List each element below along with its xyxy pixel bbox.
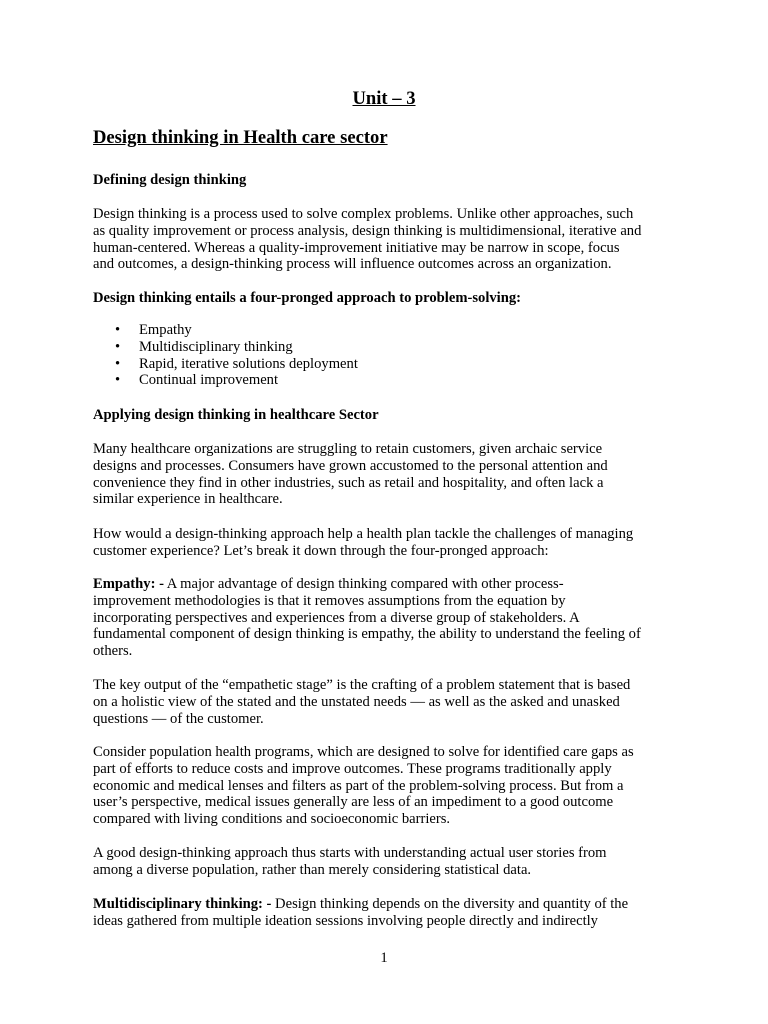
list-item: • Continual improvement: [93, 372, 358, 389]
paragraph-line: designs and processes. Consumers have grown accustomed to the personal attention and: [93, 457, 608, 474]
empathy-label: Empathy: -: [93, 576, 164, 592]
paragraph-line: among a diverse population, rather than merely considering statistical data.: [93, 861, 532, 878]
paragraph-line: economic and medical lenses and filters as part of the problem-solving process. But from a: [93, 777, 624, 794]
list-item: • Multidisciplinary thinking: [93, 339, 358, 356]
defining-heading: Defining design thinking: [93, 172, 247, 188]
unit-title: Unit – 3: [352, 88, 416, 109]
paragraph-line: [93, 896, 683, 913]
paragraph-line: similar experience in healthcare.: [93, 491, 283, 508]
paragraph-line: questions — of the customer.: [93, 710, 264, 727]
paragraph-line: Consider population health programs, which are designed to solve for identified care gaps as: [93, 744, 634, 760]
paragraph-line: compared with living conditions and socioeconomic barriers.: [93, 811, 451, 828]
multidisciplinary-first-line: Design thinking depends on the diversity and quantity of the: [271, 896, 629, 912]
paragraph-line: part of efforts to reduce costs and improve outcomes. These programs traditionally apply: [93, 760, 612, 777]
defining-paragraph: [93, 206, 683, 273]
paragraph-line: The key output of the “empathetic stage” is the crafting of a problem statement that is based: [93, 677, 631, 693]
paragraph-line: as quality improvement or process analysis, design thinking is multidimensional, iterative and: [93, 222, 642, 239]
page-number: 1: [380, 950, 388, 966]
document-title: Design thinking in Health care sector: [93, 127, 388, 148]
multidisciplinary-label: Multidisciplinary thinking: -: [93, 896, 272, 912]
paragraph-line: [93, 576, 683, 593]
approach-list: [93, 322, 358, 389]
paragraph-line: on a holistic view of the stated and the unstated needs — as well as the asked and unasked: [93, 693, 620, 710]
approach-heading: Design thinking entails a four-pronged approach to problem-solving:: [93, 290, 522, 306]
paragraph-line: user’s perspective, medical issues generally are less of an impediment to a good outcome: [93, 794, 614, 811]
applying-heading: Applying design thinking in healthcare Sector: [93, 407, 379, 423]
paragraph-line: convenience they find in other industries, such as retail and hospitality, and often lack a: [93, 474, 604, 491]
applying-paragraph-2: [93, 526, 683, 560]
paragraph-line: Many healthcare organizations are struggling to retain customers, given archaic service: [93, 441, 603, 457]
paragraph-line: A good design-thinking approach thus starts with understanding actual user stories from: [93, 845, 607, 861]
paragraph-line: How would a design-thinking approach help a health plan tackle the challenges of managing: [93, 526, 634, 542]
multidisciplinary-paragraph: [93, 896, 683, 930]
paragraph-line: fundamental component of design thinking is empathy, the ability to understand the feeling of: [93, 626, 641, 643]
paragraph-line: improvement methodologies is that it removes assumptions from the equation by: [93, 592, 566, 609]
paragraph-line: ideas gathered from multiple ideation sessions involving people directly and indirectly: [93, 912, 598, 929]
paragraph-line: incorporating perspectives and experiences from a diverse group of stakeholders. A: [93, 609, 580, 626]
paragraph-line: Design thinking is a process used to solve complex problems. Unlike other approaches, such: [93, 206, 634, 222]
empathetic-stage-paragraph: [93, 677, 683, 727]
empathy-first-line: A major advantage of design thinking compared with other process-: [163, 576, 564, 592]
paragraph-line: customer experience? Let’s break it down through the four-pronged approach:: [93, 542, 549, 559]
empathy-paragraph: [93, 576, 683, 660]
paragraph-line: others.: [93, 643, 133, 660]
list-item: • Empathy: [93, 322, 358, 339]
user-stories-paragraph: [93, 845, 683, 879]
list-item: • Rapid, iterative solutions deployment: [93, 356, 358, 373]
paragraph-line: and outcomes, a design-thinking process will influence outcomes across an organization.: [93, 256, 612, 273]
paragraph-line: human-centered. Whereas a quality-improvement initiative may be narrow in scope, focus: [93, 239, 620, 256]
applying-paragraph-1: [93, 441, 683, 508]
population-health-paragraph: [93, 744, 683, 828]
